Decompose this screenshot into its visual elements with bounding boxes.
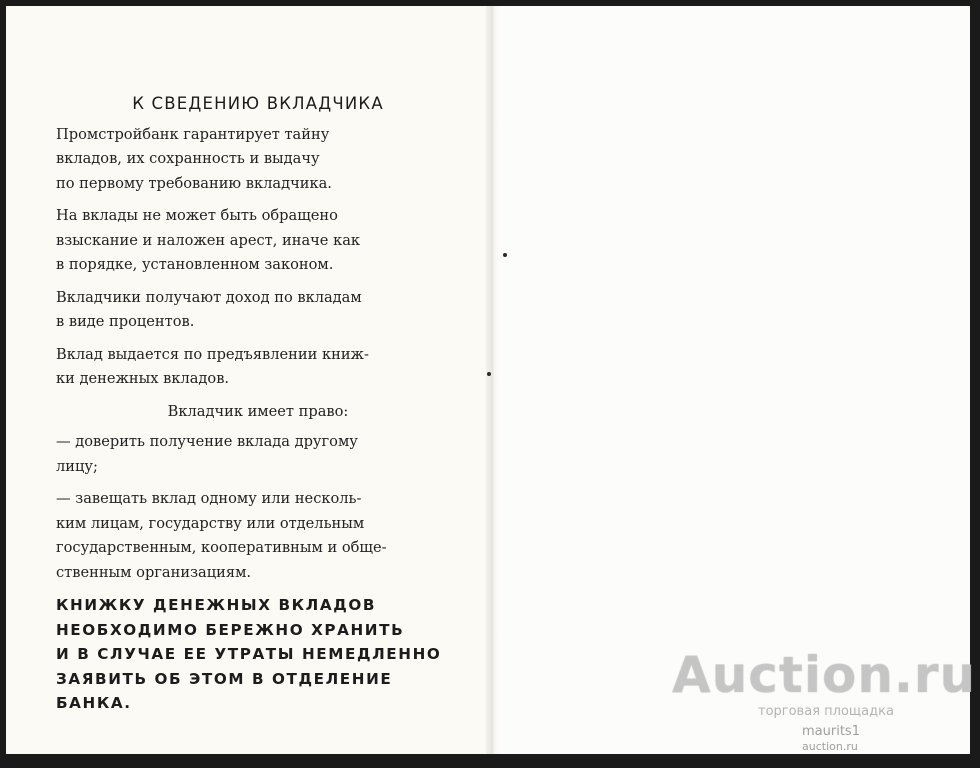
watermark-logo: Auction.ru [672,646,977,704]
text-line: На вклады не может быть обращено [56,207,338,224]
text-line: Вклад выдается по предъявлении книж- [56,345,369,363]
watermark-subtitle: торговая площадка [758,704,894,719]
paragraph-secrecy [56,123,460,197]
warning-notice [56,593,460,716]
right-bequeath [56,487,460,585]
rights-heading: Вкладчик имеет право: [167,402,349,420]
paragraph-interest [56,286,460,335]
text-line: ким лицам, государству или отдельным [56,514,365,532]
text-line: — завещать вклад одному или несколь- [56,490,362,507]
auction-watermark [668,646,977,756]
text-line: в виде процентов. [56,313,195,330]
watermark-user: maurits1 [802,724,860,739]
watermark-site: auction.ru [802,740,858,753]
staple-hole-top [503,253,507,257]
text-line: Вкладчики получают доход по вкладам [56,288,362,306]
text-line: — доверить получение вклада другому [56,433,358,450]
page-fold [486,6,500,754]
text-line: взыскание и наложен арест, иначе как [56,231,361,249]
paragraph-withdrawal [56,343,460,392]
warning-line: НЕОБХОДИМО БЕРЕЖНО ХРАНИТЬ [56,620,405,639]
text-line: Промстройбанк гарантирует тайну [56,125,330,143]
text-line: в порядке, установленном законом. [56,256,334,273]
warning-line: КНИЖКУ ДЕНЕЖНЫХ ВКЛАДОВ [56,596,377,614]
text-line: вкладов, их сохранность и выдачу [56,150,320,167]
warning-line: И В СЛУЧАЕ ЕЕ УТРАТЫ НЕМЕДЛЕННО [56,645,442,663]
text-line: лицу; [56,457,98,475]
page-title: К СВЕДЕНИЮ ВКЛАДЧИКА [132,94,384,113]
right-page [494,6,970,754]
text-line: по первому требованию вкладчика. [56,174,332,192]
warning-line: БАНКА. [56,694,132,712]
staple-hole-bottom [487,372,491,376]
depositor-info-text [56,92,460,716]
warning-line: ЗАЯВИТЬ ОБ ЭТОМ В ОТДЕЛЕНИЕ [56,669,393,688]
paragraph-arrest [56,204,460,278]
text-line: ственным организациям. [56,563,252,581]
right-entrust [56,430,460,479]
text-line: ки денежных вкладов. [56,370,230,387]
text-line: государственным, кооперативным и обще- [56,539,387,556]
